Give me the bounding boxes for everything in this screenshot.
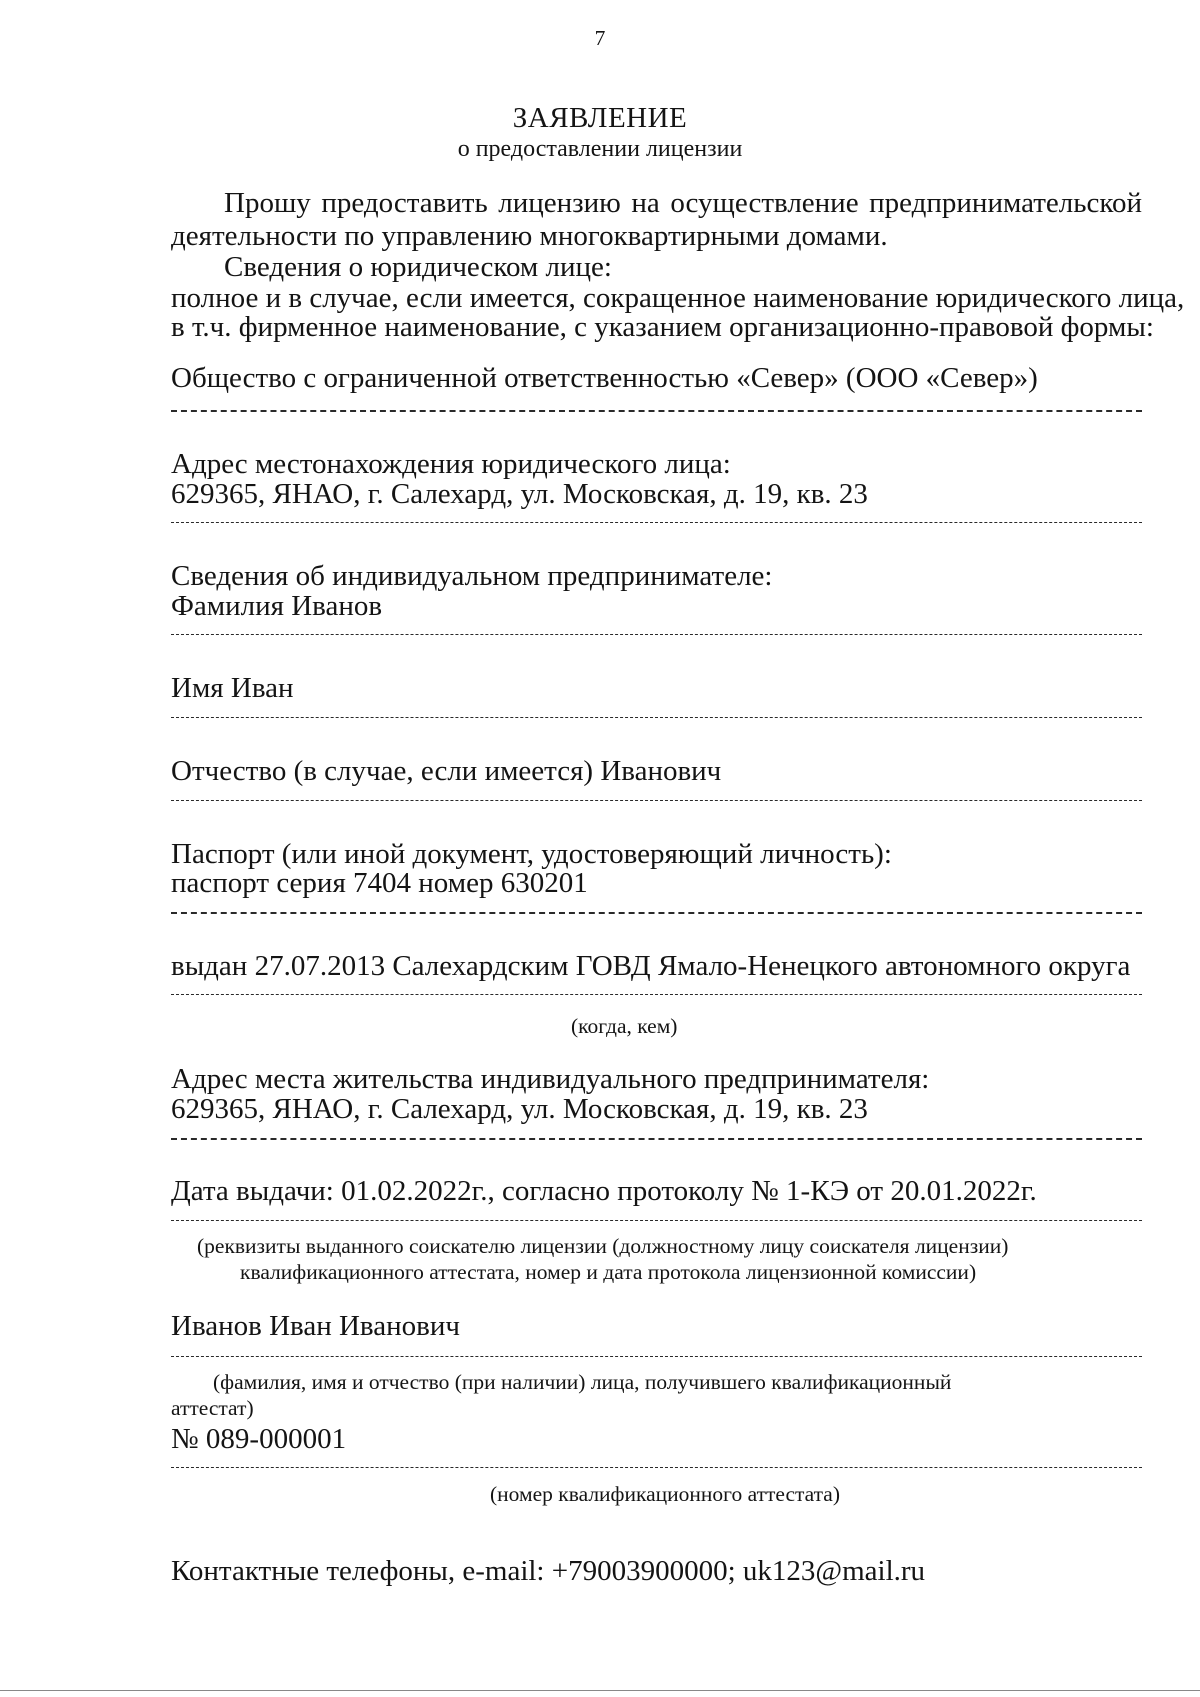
contacts-line: Контактные телефоны, e-mail: +79003900000; uk123@mail.ru	[171, 1555, 926, 1587]
document-subtitle: о предоставлении лицензии	[457, 136, 743, 162]
residence-underline	[171, 1138, 1142, 1140]
intro-line-1: Прошу предоставить лицензию на осуществление предпринимательской	[224, 187, 1142, 219]
residence-label: Адрес места жительства индивидуального предпринимателя:	[171, 1063, 930, 1095]
issue-date-value: Дата выдачи: 01.02.2022г., согласно протоколу № 1-КЭ от 20.01.2022г.	[171, 1175, 1037, 1207]
passport-underline	[171, 912, 1142, 914]
issued-caption: (когда, кем)	[571, 1014, 678, 1038]
patronymic-line: Отчество (в случае, если имеется) Иванович	[171, 755, 722, 787]
issued-value: выдан 27.07.2013 Салехардским ГОВД Ямало-Ненецкого автономного округа	[171, 950, 1131, 982]
issued-underline	[171, 994, 1142, 995]
residence-value: 629365, ЯНАО, г. Салехард, ул. Московская, д. 19, кв. 23	[171, 1093, 868, 1125]
passport-value: паспорт серия 7404 номер 630201	[171, 867, 588, 899]
legal-entity-desc-line-2: в т.ч. фирменное наименование, с указанием организационно-правовой формы:	[171, 311, 1154, 343]
intro-line-2: деятельности по управлению многоквартирными домами.	[171, 220, 888, 252]
issue-date-underline	[171, 1220, 1142, 1221]
legal-entity-header: Сведения о юридическом лице:	[224, 251, 612, 283]
passport-label: Паспорт (или иной документ, удостоверяющий личность):	[171, 838, 892, 870]
scan-edge-line	[0, 1690, 1200, 1691]
certificate-number-underline	[171, 1467, 1142, 1468]
name-underline	[171, 717, 1142, 718]
certificate-caption-line-1: (реквизиты выданного соискателю лицензии (должностному лицу соискателя лицензии)	[197, 1234, 1009, 1258]
certificate-number-caption: (номер квалификационного аттестата)	[490, 1482, 840, 1506]
legal-address-label: Адрес местонахождения юридического лица:	[171, 448, 731, 480]
legal-entity-desc-line-1: полное и в случае, если имеется, сокращенное наименование юридического лица,	[171, 282, 1185, 314]
certificate-caption-line-2: квалификационного аттестата, номер и дата протокола лицензионной комиссии)	[240, 1260, 977, 1284]
holder-name: Иванов Иван Иванович	[171, 1310, 460, 1342]
name-line: Имя Иван	[171, 672, 294, 704]
document-title: ЗАЯВЛЕНИЕ	[512, 102, 688, 134]
legal-address-value: 629365, ЯНАО, г. Салехард, ул. Московская, д. 19, кв. 23	[171, 478, 868, 510]
certificate-number: № 089-000001	[171, 1423, 347, 1455]
legal-entity-name: Общество с ограниченной ответственностью «Север» (ООО «Север»)	[171, 362, 1038, 394]
surname-underline	[171, 634, 1142, 635]
holder-caption-line-2: аттестат)	[171, 1396, 254, 1420]
surname-line: Фамилия Иванов	[171, 590, 383, 622]
ip-header: Сведения об индивидуальном предпринимателе:	[171, 560, 773, 592]
legal-entity-name-underline	[171, 410, 1142, 412]
patronymic-underline	[171, 800, 1142, 801]
legal-address-underline	[171, 522, 1142, 523]
holder-caption-line-1: (фамилия, имя и отчество (при наличии) лица, получившего квалификационный	[213, 1370, 952, 1394]
page-number: 7	[594, 26, 606, 50]
holder-name-underline	[171, 1356, 1142, 1357]
